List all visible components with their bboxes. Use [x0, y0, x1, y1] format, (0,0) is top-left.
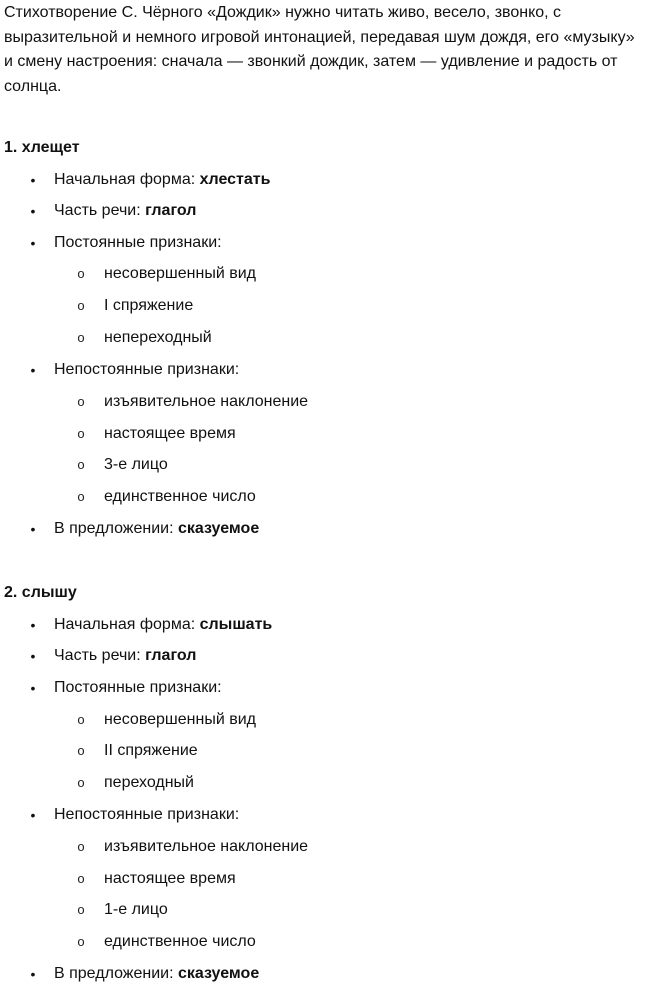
subitem-text: единственное число — [104, 933, 256, 950]
bullet-marker: • — [30, 521, 36, 537]
circle-marker: o — [77, 457, 85, 472]
circle-marker: o — [77, 712, 85, 727]
circle-marker: o — [77, 298, 85, 313]
circle-marker: o — [77, 489, 85, 504]
circle-marker: o — [77, 330, 85, 345]
label-initial-form: Начальная форма: — [54, 171, 200, 188]
value-initial-form: хлестать — [199, 171, 271, 188]
value-sentence-role: сказуемое — [178, 520, 260, 537]
label-variable-features: Непостоянные признаки: — [54, 361, 240, 378]
circle-marker: o — [77, 871, 85, 886]
subitem-text: I спряжение — [104, 297, 194, 314]
circle-marker: o — [77, 394, 85, 409]
label-constant-features: Постоянные признаки: — [54, 234, 222, 251]
circle-marker: o — [77, 775, 85, 790]
subitem-text: 3-е лицо — [104, 456, 168, 473]
bullet-marker: • — [30, 680, 36, 696]
value-sentence-role: сказуемое — [178, 965, 260, 982]
bullet-marker: • — [30, 172, 36, 188]
bullet-marker: • — [30, 235, 36, 251]
subitem-text: единственное число — [104, 488, 256, 505]
label-sentence-role: В предложении: — [54, 520, 178, 537]
label-constant-features: Постоянные признаки: — [54, 679, 222, 696]
value-part-of-speech: глагол — [145, 202, 197, 219]
subitem-text: несовершенный вид — [104, 265, 256, 282]
value-part-of-speech: глагол — [145, 647, 197, 664]
bullet-marker: • — [30, 617, 36, 633]
circle-marker: o — [77, 743, 85, 758]
subitem-text: изъявительное наклонение — [104, 838, 309, 855]
subitem-text: II спряжение — [104, 742, 198, 759]
bullet-marker: • — [30, 966, 36, 982]
word-heading-2: 2. слышу — [4, 584, 77, 601]
circle-marker: o — [77, 266, 85, 281]
subitem-text: несовершенный вид — [104, 711, 256, 728]
subitem-text: непереходный — [104, 329, 212, 346]
circle-marker: o — [77, 902, 85, 917]
circle-marker: o — [77, 934, 85, 949]
bullet-marker: • — [30, 203, 36, 219]
subitem-text: настоящее время — [104, 425, 236, 442]
circle-marker: o — [77, 839, 85, 854]
label-part-of-speech: Часть речи: — [54, 647, 146, 664]
bullet-marker: • — [30, 648, 36, 664]
word-heading-1: 1. хлещет — [4, 139, 80, 156]
subitem-text: переходный — [104, 774, 194, 791]
label-variable-features: Непостоянные признаки: — [54, 806, 240, 823]
subitem-text: изъявительное наклонение — [104, 393, 309, 410]
label-part-of-speech: Часть речи: — [54, 202, 146, 219]
label-sentence-role: В предложении: — [54, 965, 178, 982]
bullet-marker: • — [30, 362, 36, 378]
value-initial-form: слышать — [199, 616, 273, 633]
circle-marker: o — [77, 426, 85, 441]
subitem-text: 1-е лицо — [104, 901, 168, 918]
bullet-marker: • — [30, 807, 36, 823]
intro-paragraph: Стихотворение С. Чёрного «Дождик» нужно читать живо, весело, звонко, с выразительной и немного игровой интонацией, передавая шум дождя, его «музыку» и смену настроения: сначала — звонкий дождик, затем — удивление и радость от солнца. — [4, 4, 635, 95]
subitem-text: настоящее время — [104, 870, 236, 887]
label-initial-form: Начальная форма: — [54, 616, 200, 633]
